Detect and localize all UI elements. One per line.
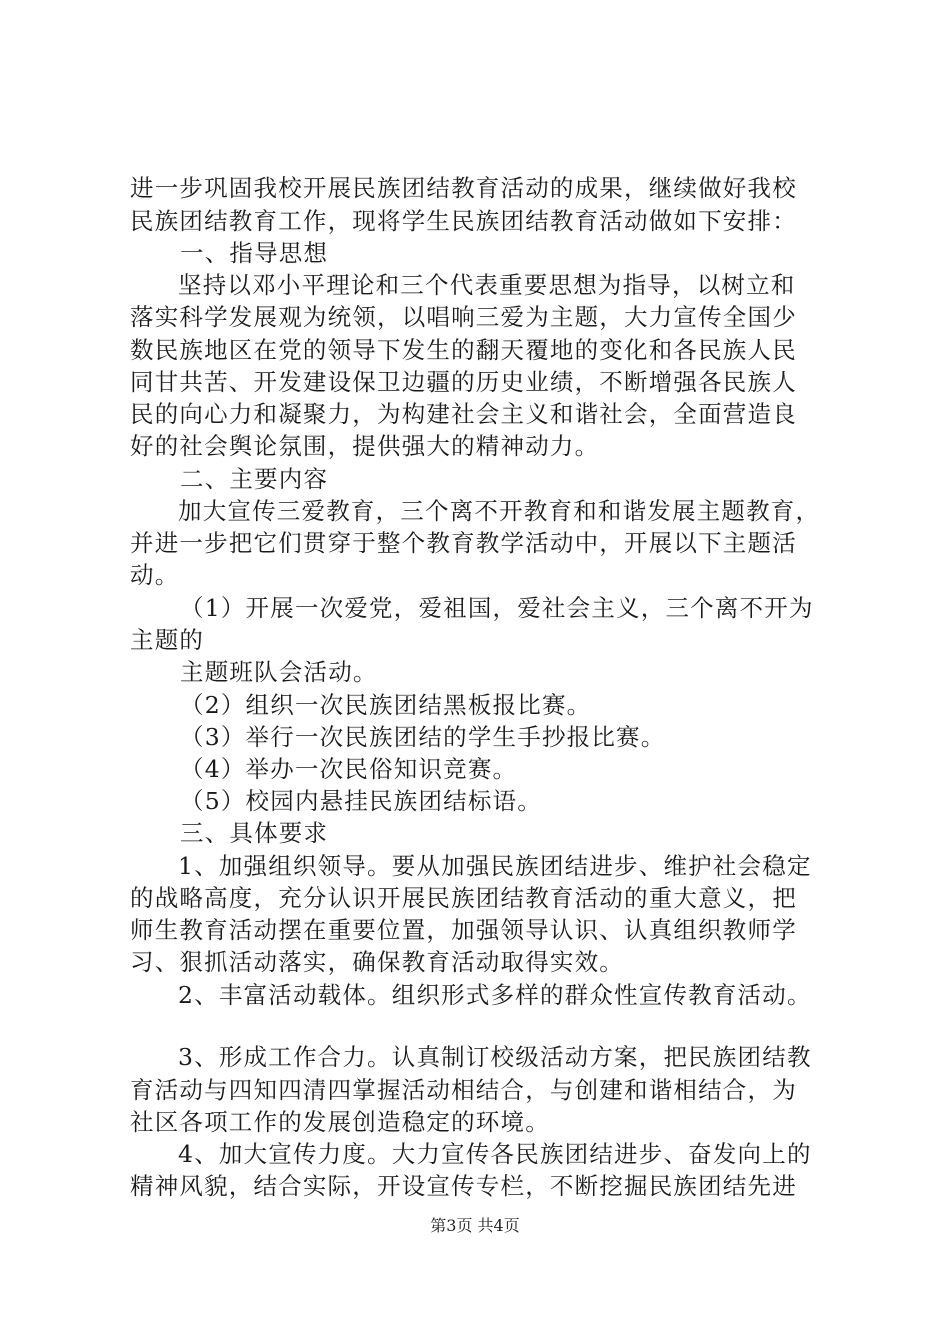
list-item: 主题的 xyxy=(130,626,205,654)
paragraph-line: 数民族地区在党的领导下发生的翻天覆地的变化和各民族人民 xyxy=(130,336,797,364)
paragraph-line: 社区各项工作的发展创造稳定的环境。 xyxy=(130,1108,550,1136)
list-item: （3）举行一次民族团结的学生手抄报比赛。 xyxy=(180,723,666,751)
paragraph-line: 动。 xyxy=(130,561,180,589)
section-heading: 二、主要内容 xyxy=(180,465,329,493)
paragraph-line: 并进一步把它们贯穿于整个教育教学活动中，开展以下主题活 xyxy=(130,529,797,557)
paragraph-line: 1、加强组织领导。要从加强民族团结进步、维护社会稳定 xyxy=(178,852,812,880)
paragraph-line: 民的向心力和凝聚力，为构建社会主义和谐社会，全面营造良 xyxy=(130,400,797,428)
list-item: 主题班队会活动。 xyxy=(180,658,378,686)
section-heading: 一、指导思想 xyxy=(180,239,329,267)
paragraph-line: 的战略高度，充分认识开展民族团结教育活动的重大意义，把 xyxy=(130,884,797,912)
list-item: （4）举办一次民俗知识竞赛。 xyxy=(180,755,518,783)
paragraph-line: 育活动与四知四清四掌握活动相结合，与创建和谐相结合，为 xyxy=(130,1076,797,1104)
paragraph-line: 好的社会舆论氛围，提供强大的精神动力。 xyxy=(130,432,600,460)
list-item: （1）开展一次爱党，爱祖国，爱社会主义，三个离不开为 xyxy=(180,594,814,622)
paragraph-line: 同甘共苦、开发建设保卫边疆的历史业绩，不断增强各民族人 xyxy=(130,368,797,396)
paragraph-line: 3、形成工作合力。认真制订校级活动方案，把民族团结教 xyxy=(178,1043,812,1071)
paragraph-line: 2、丰富活动载体。组织形式多样的群众性宣传教育活动。 xyxy=(178,981,812,1009)
paragraph-line: 习、狠抓活动落实，确保教育活动取得实效。 xyxy=(130,948,624,976)
list-item: （5）校园内悬挂民族团结标语。 xyxy=(180,787,542,815)
paragraph-line: 加大宣传三爱教育，三个离不开教育和和谐发展主题教育， xyxy=(178,497,821,525)
paragraph-line: 进一步巩固我校开展民族团结教育活动的成果，继续做好我校 xyxy=(130,174,797,202)
paragraph-line: 师生教育活动摆在重要位置，加强领导认识、认真组织教师学 xyxy=(130,916,797,944)
paragraph-line: 民族团结教育工作，现将学生民族团结教育活动做如下安排： xyxy=(130,207,797,235)
paragraph-line: 落实科学发展观为统领，以唱响三爱为主题，大力宣传全国少 xyxy=(130,303,797,331)
section-heading: 三、具体要求 xyxy=(180,819,329,847)
paragraph-line: 4、加大宣传力度。大力宣传各民族团结进步、奋发向上的 xyxy=(178,1140,812,1168)
list-item: （2）组织一次民族团结黑板报比赛。 xyxy=(180,691,592,719)
paragraph-line: 坚持以邓小平理论和三个代表重要思想为指导，以树立和 xyxy=(178,271,796,299)
page-footer: 第3页 共4页 xyxy=(430,1216,520,1235)
paragraph-line: 精神风貌，结合实际，开设宣传专栏，不断挖掘民族团结先进 xyxy=(130,1172,797,1200)
